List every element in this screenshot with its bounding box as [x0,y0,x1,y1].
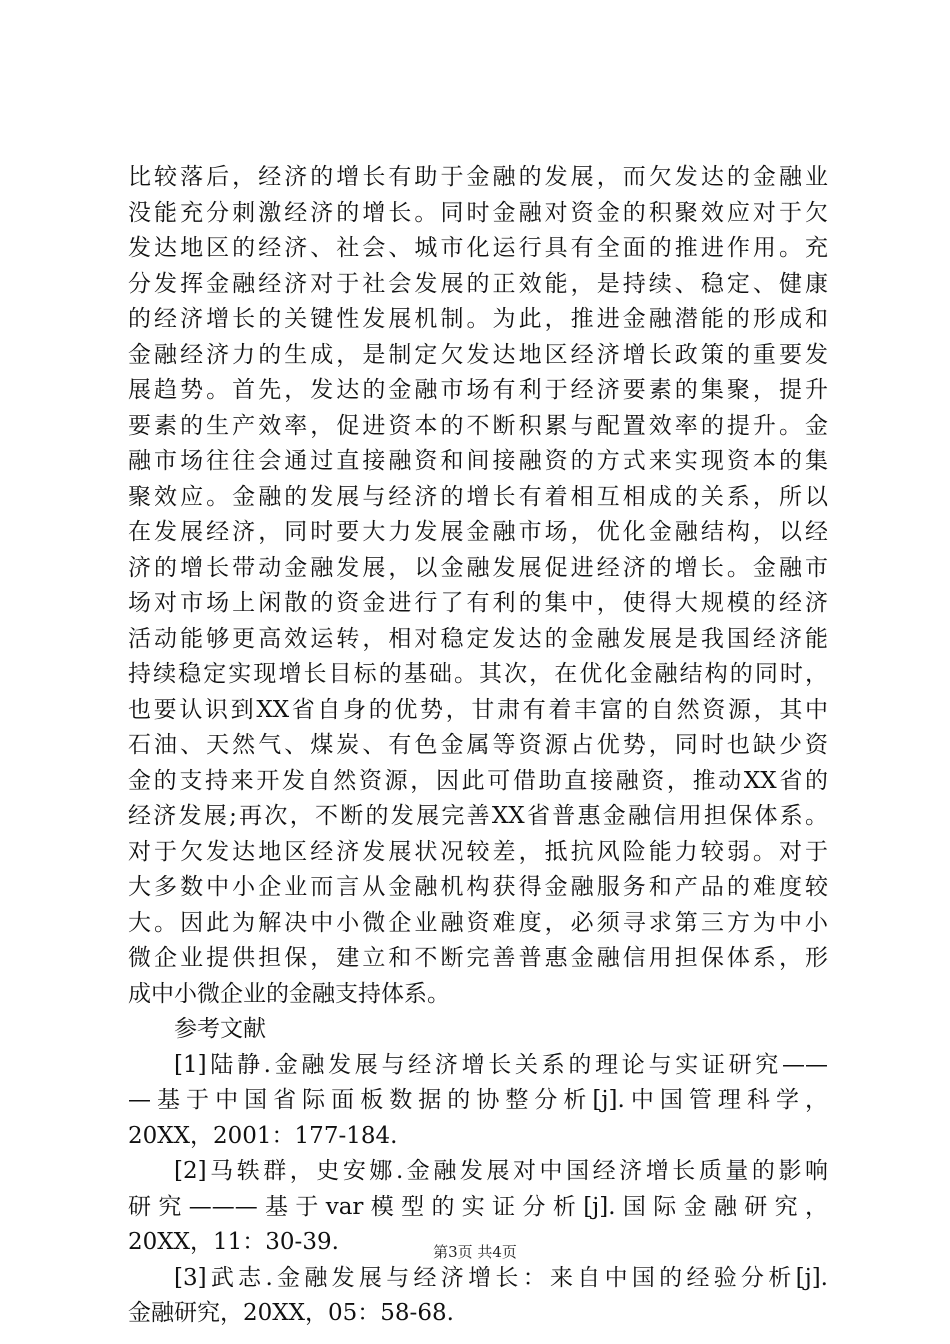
reference-item [128,1261,828,1332]
reference-line: [3]武志.金融发展与经济增长：来自中国的经验分析[j]. [174,1264,828,1291]
body-line: 活动能够更高效运转，相对稳定发达的金融发展是我国经济能 [128,625,828,652]
body-line: 发达地区的经济、社会、城市化运行具有全面的推进作用。充 [128,235,828,261]
body-line: 场对市场上闲散的资金进行了有利的集中，使得大规模的经济 [128,590,828,616]
body-paragraph [128,160,828,1012]
body-line: 也要认识到XX省自身的优势，甘肃有着丰富的自然资源，其中 [128,696,828,723]
body-line: 大。因此为解决中小微企业融资难度，必须寻求第三方为中小 [128,909,828,936]
body-line: 持续稳定实现增长目标的基础。其次，在优化金融结构的同时， [128,661,828,687]
body-line: 金融经济力的生成，是制定欠发达地区经济增长政策的重要发 [128,341,828,368]
document-content [128,160,828,1332]
body-line: 经济发展;再次，不断的发展完善XX省普惠金融信用担保体系。 [128,803,828,829]
body-line: 比较落后，经济的增长有助于金融的发展，而欠发达的金融业 [128,164,828,190]
reference-line: [1]陆静.金融发展与经济增长关系的理论与实证研究—— [174,1051,828,1078]
body-line: 石油、天然气、煤炭、有色金属等资源占优势，同时也缺少资 [128,732,828,758]
body-line: 大多数中小企业而言从金融机构获得金融服务和产品的难度较 [128,874,828,900]
reference-line: 20XX，2001：177-184. [128,1122,398,1149]
reference-line: [2]马轶群，史安娜.金融发展对中国经济增长质量的影响 [174,1158,828,1184]
body-line: 没能充分刺激经济的增长。同时金融对资金的积聚效应对于欠 [128,199,828,226]
body-line: 要素的生产效率，促进资本的不断积累与配置效率的提升。金 [128,412,828,439]
body-line: 分发挥金融经济对于社会发展的正效能，是持续、稳定、健康 [128,270,828,297]
body-line: 对于欠发达地区经济发展状况较差，抵抗风险能力较弱。对于 [128,838,828,865]
body-line: 金的支持来开发自然资源，因此可借助直接融资，推动XX省的 [128,767,828,794]
references-heading: 参考文献 [174,1016,266,1042]
reference-line: 20XX，11：30-39. [128,1229,339,1255]
reference-item [128,1048,828,1155]
body-line: 展趋势。首先，发达的金融市场有利于经济要素的集聚，提升 [128,377,828,403]
reference-line: 金融研究，20XX，05：58-68. [128,1300,454,1326]
page-footer: 第3页 共4页 [433,1243,517,1261]
body-line: 融市场往往会通过直接融资和间接融资的方式来实现资本的集 [128,448,828,474]
body-line: 聚效应。金融的发展与经济的增长有着相互相成的关系，所以 [128,483,828,510]
body-line: 微企业提供担保，建立和不断完善普惠金融信用担保体系，形 [128,945,828,971]
reference-line: —基于中国省际面板数据的协整分析[j].中国管理科学， [128,1087,828,1113]
reference-line: 研究———基于var模型的实证分析[j].国际金融研究， [128,1193,828,1220]
body-line: 济的增长带动金融发展，以金融发展促进经济的增长。金融市 [128,554,828,581]
body-line: 在发展经济，同时要大力发展金融市场，优化金融结构，以经 [128,519,828,545]
body-line: 成中小微企业的金融支持体系。 [128,980,450,1007]
body-line: 的经济增长的关键性发展机制。为此，推进金融潜能的形成和 [128,306,828,332]
